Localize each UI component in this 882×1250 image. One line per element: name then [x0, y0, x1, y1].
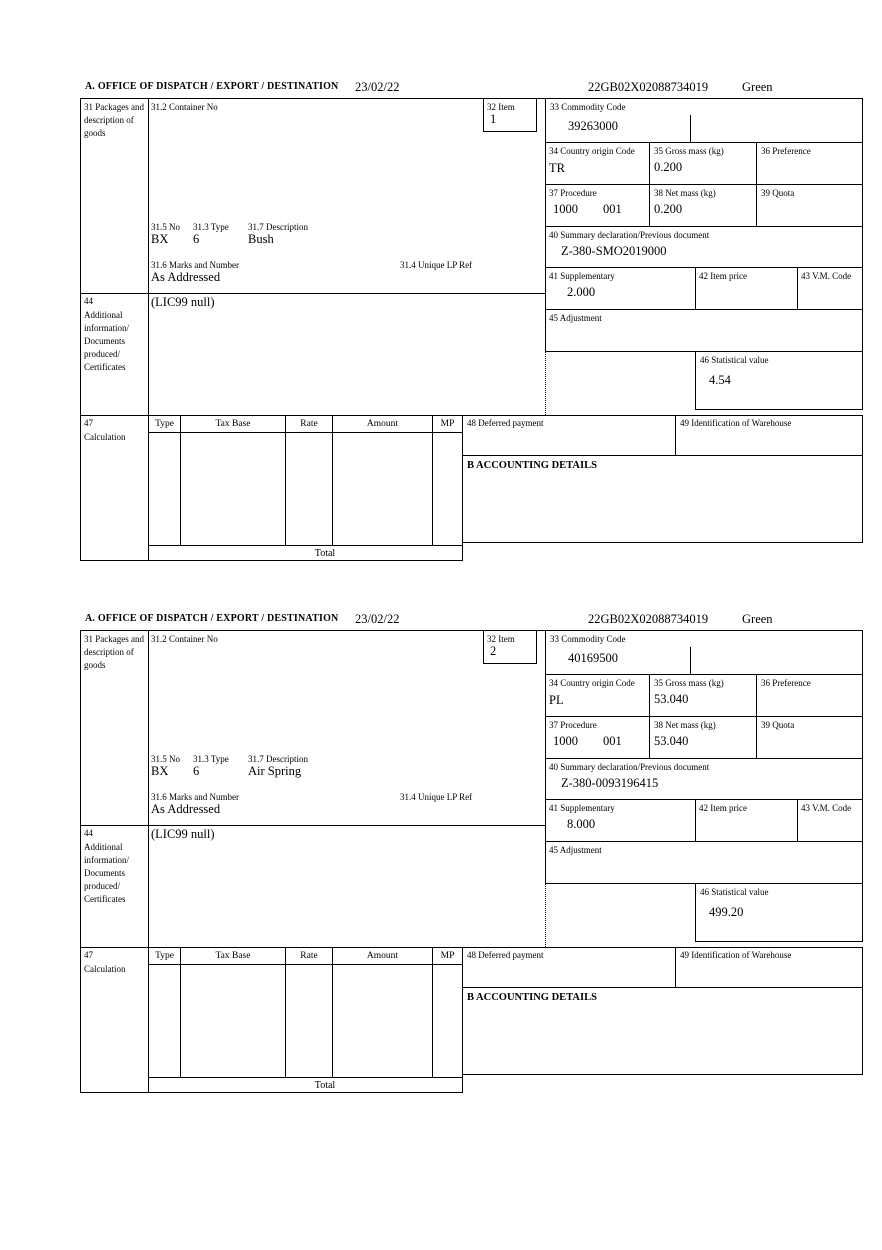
packages-label: 31 Packages and description of goods: [84, 634, 144, 670]
accounting-details-label: B ACCOUNTING DETAILS: [467, 460, 597, 471]
calculation-label: Calculation: [84, 964, 126, 974]
table-header-rate: Rate: [300, 419, 318, 429]
declaration-status: Green: [742, 612, 773, 626]
package-type-label: 31.3 Type: [193, 754, 229, 764]
marks-label: 31.6 Marks and Number: [151, 792, 239, 802]
table-column-line: [180, 415, 181, 545]
divider-line: [148, 825, 546, 826]
goods-description-value: Bush: [248, 232, 274, 246]
table-column-line: [332, 415, 333, 545]
table-column-line: [432, 415, 433, 545]
declaration-date: 23/02/22: [355, 612, 400, 626]
gross-mass-value: 53.040: [654, 692, 689, 706]
declaration-reference: 22GB02X02088734019: [588, 80, 709, 94]
procedure-extra-value: 001: [603, 734, 622, 748]
procedure-extra-value: 001: [603, 202, 622, 216]
supplementary-label: 41 Supplementary: [549, 803, 615, 813]
item-label: 32 Item: [487, 634, 515, 644]
table-total-line: [148, 545, 463, 546]
dotted-divider: [545, 351, 546, 415]
table-header-type: Type: [155, 419, 174, 429]
item-label: 32 Item: [487, 102, 515, 112]
item-price-label: 42 Item price: [699, 271, 747, 281]
unique-lp-ref-label: 31.4 Unique LP Ref: [400, 792, 473, 802]
table-column-line: [285, 415, 286, 545]
package-no-label: 31.5 No: [151, 222, 180, 232]
quota-label: 39 Quota: [761, 188, 795, 198]
marks-value: As Addressed: [151, 270, 221, 284]
table-header-tax-base: Tax Base: [215, 419, 251, 429]
quota-label: 39 Quota: [761, 720, 795, 730]
divider-line: [148, 293, 546, 294]
country-origin-label: 34 Country origin Code: [549, 146, 635, 156]
dotted-divider: [545, 883, 546, 947]
procedure-label: 37 Procedure: [549, 720, 597, 730]
table-total-label: Total: [314, 548, 336, 559]
item-number-value: 1: [490, 112, 497, 126]
declaration-date: 23/02/22: [355, 80, 400, 94]
table-header-line: [148, 432, 463, 433]
declaration-item-block: [0, 612, 882, 1112]
previous-document-label: 40 Summary declaration/Previous document: [549, 762, 710, 772]
supplementary-label: 41 Supplementary: [549, 271, 615, 281]
preference-label: 36 Preference: [761, 146, 811, 156]
adjustment-label: 45 Adjustment: [549, 845, 602, 855]
table-header-amount: Amount: [366, 419, 399, 429]
container-no-label: 31.2 Container No: [151, 634, 218, 644]
previous-document-label: 40 Summary declaration/Previous document: [549, 230, 710, 240]
gross-mass-label: 35 Gross mass (kg): [654, 146, 724, 156]
box44-number-label: 44: [84, 828, 93, 838]
table-column-line: [285, 947, 286, 1077]
table-header-mp: MP: [440, 419, 455, 429]
declaration-status: Green: [742, 80, 773, 94]
commodity-code-label: 33 Commodity Code: [550, 634, 626, 644]
country-origin-value: TR: [549, 161, 565, 175]
commodity-code-value: 40169500: [568, 651, 618, 665]
package-type-value: 6: [193, 764, 200, 778]
vm-code-label: 43 V.M. Code: [801, 803, 852, 813]
table-total-label: Total: [314, 1080, 336, 1091]
table-header-tax-base: Tax Base: [215, 951, 251, 961]
supplementary-value: 2.000: [567, 285, 596, 299]
warehouse-label: 49 Identification of Warehouse: [680, 950, 792, 960]
box44-number-label: 44: [84, 296, 93, 306]
packages-label: 31 Packages and description of goods: [84, 102, 144, 138]
table-header-line: [148, 964, 463, 965]
declaration-item-block: [0, 80, 882, 580]
net-mass-label: 38 Net mass (kg): [654, 188, 716, 198]
deferred-payment-label: 48 Deferred payment: [467, 950, 544, 960]
net-mass-label: 38 Net mass (kg): [654, 720, 716, 730]
container-no-label: 31.2 Container No: [151, 102, 218, 112]
accounting-details-label: B ACCOUNTING DETAILS: [467, 992, 597, 1003]
box47-number-label: 47: [84, 418, 93, 428]
package-no-value: BX: [151, 764, 169, 778]
statistical-value-label: 46 Statistical value: [700, 355, 769, 365]
additional-info-label: Additional information/ Documents produced/ Certificates: [84, 310, 129, 372]
commodity-code-separator: [690, 647, 691, 674]
previous-document-value: Z-380-0093196415: [561, 776, 659, 790]
table-header-mp: MP: [440, 951, 455, 961]
item-price-label: 42 Item price: [699, 803, 747, 813]
statistical-value: 4.54: [709, 373, 731, 387]
package-type-label: 31.3 Type: [193, 222, 229, 232]
supplementary-value: 8.000: [567, 817, 596, 831]
description-label: 31.7 Description: [248, 222, 308, 232]
procedure-value: 1000: [553, 202, 578, 216]
office-of-dispatch-header: A. OFFICE OF DISPATCH / EXPORT / DESTINATION: [85, 81, 339, 92]
goods-description-value: Air Spring: [248, 764, 302, 778]
preference-label: 36 Preference: [761, 678, 811, 688]
goods-description-box: [148, 98, 546, 416]
description-label: 31.7 Description: [248, 754, 308, 764]
country-origin-label: 34 Country origin Code: [549, 678, 635, 688]
net-mass-value: 0.200: [654, 202, 683, 216]
commodity-code-value: 39263000: [568, 119, 618, 133]
marks-value: As Addressed: [151, 802, 221, 816]
gross-mass-value: 0.200: [654, 160, 683, 174]
deferred-payment-label: 48 Deferred payment: [467, 418, 544, 428]
procedure-value: 1000: [553, 734, 578, 748]
table-header-rate: Rate: [300, 951, 318, 961]
table-column-line: [332, 947, 333, 1077]
goods-description-box: [148, 630, 546, 948]
additional-info-label: Additional information/ Documents produced/ Certificates: [84, 842, 129, 904]
table-column-line: [432, 947, 433, 1077]
previous-document-value: Z-380-SMO2019000: [561, 244, 667, 258]
procedure-label: 37 Procedure: [549, 188, 597, 198]
package-no-label: 31.5 No: [151, 754, 180, 764]
additional-info-value: (LIC99 null): [151, 295, 215, 309]
additional-info-value: (LIC99 null): [151, 827, 215, 841]
statistical-value-label: 46 Statistical value: [700, 887, 769, 897]
marks-label: 31.6 Marks and Number: [151, 260, 239, 270]
package-no-value: BX: [151, 232, 169, 246]
calculation-table: [148, 415, 463, 561]
warehouse-label: 49 Identification of Warehouse: [680, 418, 792, 428]
table-header-amount: Amount: [366, 951, 399, 961]
calculation-label: Calculation: [84, 432, 126, 442]
net-mass-value: 53.040: [654, 734, 689, 748]
office-of-dispatch-header: A. OFFICE OF DISPATCH / EXPORT / DESTINATION: [85, 613, 339, 624]
gross-mass-label: 35 Gross mass (kg): [654, 678, 724, 688]
commodity-code-label: 33 Commodity Code: [550, 102, 626, 112]
commodity-code-separator: [690, 115, 691, 142]
table-total-line: [148, 1077, 463, 1078]
item-number-value: 2: [490, 644, 497, 658]
statistical-value: 499.20: [709, 905, 744, 919]
vm-code-label: 43 V.M. Code: [801, 271, 852, 281]
box47-number-label: 47: [84, 950, 93, 960]
table-header-type: Type: [155, 951, 174, 961]
declaration-reference: 22GB02X02088734019: [588, 612, 709, 626]
table-column-line: [180, 947, 181, 1077]
unique-lp-ref-label: 31.4 Unique LP Ref: [400, 260, 473, 270]
calculation-table: [148, 947, 463, 1093]
package-type-value: 6: [193, 232, 200, 246]
country-origin-value: PL: [549, 693, 564, 707]
adjustment-label: 45 Adjustment: [549, 313, 602, 323]
